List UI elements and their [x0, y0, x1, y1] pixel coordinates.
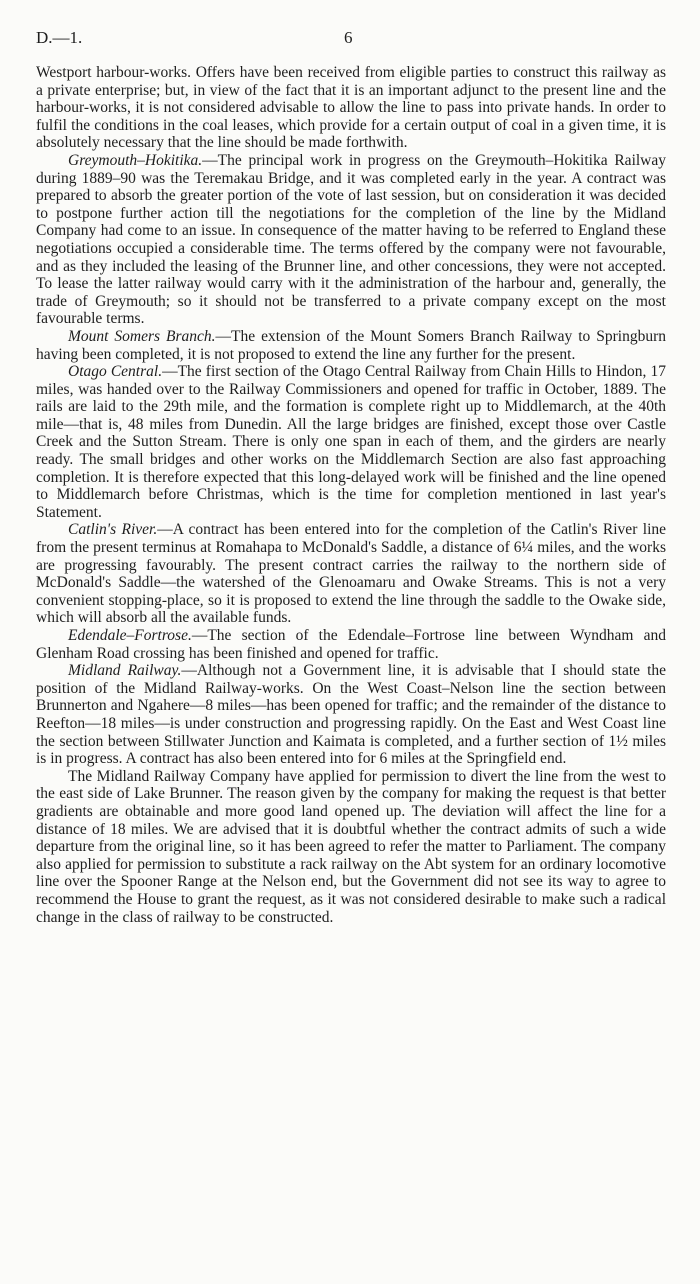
paragraph-catlins-river: Catlin's River.—A contract has been entered into for the completion of the Catlin's River line from the present terminus at Romahapa to McDonald's Saddle, a distance of 6¼ miles, and the works are progressing favourably. The present contract carries the railway to the northern side of McDonald's Saddle—the watershed of the Glenoamaru and Owake Streams. This is not a very convenient stopping-place, so it is proposed to extend the line through the saddle to the Owake side, which will absorb all the available funds. — [36, 521, 667, 627]
paragraph-mount-somers: Mount Somers Branch.—The extension of the Mount Somers Branch Railway to Springburn having been completed, it is not proposed to extend the line any further for the present. — [36, 327, 666, 363]
section-heading: Edendale–Fortrose. — [68, 627, 192, 644]
section-heading: Mount Somers Branch. — [68, 327, 216, 345]
paragraph-edendale-fortrose: Edendale–Fortrose.—The section of the Edendale–Fortrose line between Wyndham and Glenham Road crossing has been finished and opened for traffic. — [36, 627, 666, 662]
page-number: 6 — [344, 28, 353, 47]
paragraph-greymouth-hokitika: Greymouth–Hokitika.—The principal work in progress on the Greymouth–Hokitika Railway during 1889–90 was the Teremakau Bridge, and it was completed early in the year. A contract was prepared to absorb the greater portion of the vote of last session, but on consideration it was decided to postpone further action till the negotiations for the completion of the line by the Midland Company had come to an issue. In consequence of the matter having to be referred to England these negotiations occupied a considerable time. The terms offered by the company were not favourable, and as they included the leasing of the Brunner line, and other concessions, they were not accepted. To lease the latter railway would carry with it the administration of the harbour and, generally, the trade of Greymouth; so it should not be transferred to a private company except on the most favourable terms. — [36, 151, 666, 328]
section-heading: Catlin's River. — [68, 521, 158, 539]
page-header — [36, 28, 664, 52]
body-text — [36, 64, 666, 926]
paragraph-midland-railway: Midland Railway.—Although not a Government line, it is advisable that I should state the position of the Midland Railway-works. On the West Coast–Nelson line the section between Brunnerton and Ngahere—8 miles—has been opened for traffic; and the remainder of the distance to Reefton—18 miles—is under construction and progressing rapidly. On the East and West Coast line the section between Stillwater Junction and Kaimata is completed, and a further section of 1½ miles is in progress. A contract has also been entered into for 6 miles at the Springfield end. — [36, 662, 667, 768]
paragraph-continuation: Westport harbour-works. Offers have been received from eligible parties to construct this railway as a private enterprise; but, in view of the fact that it is an important adjunct to the present line and the harbour-works, it is not considered advisable to allow the line to pass into private hands. In order to fulfil the conditions in the coal leases, which provide for a certain output of coal in a given time, it is absolutely necessary that the line should be made forthwith. — [36, 64, 666, 152]
paragraph-lake-brunner-diversion: The Midland Railway Company have applied for permission to divert the line from the west to the east side of Lake Brunner. The reason given by the company for making the request is that better gradients are obtainable and more good land opened up. The deviation will affect the line for a distance of 18 miles. We are advised that it is doubtful whether the contract admits of such a wide departure from the original line, so it has been agreed to refer the matter to Parliament. The company also applied for permission to substitute a rack railway on the Abt system for an ordinary locomotive line over the Spooner Range at the Nelson end, but the Government did not see its way to agree to recommend the House to grant the request, as it was not considered desirable to make such a radical change in the class of railway to be constructed. — [36, 767, 666, 926]
section-heading: Otago Central. — [68, 363, 163, 381]
section-heading: Midland Railway. — [68, 662, 182, 680]
paragraph-otago-central: Otago Central.—The first section of the Otago Central Railway from Chain Hills to Hindon, 17 miles, was handed over to the Railway Commissioners and opened for traffic in October, 1889. The rails are laid to the 29th mile, and the formation is complete right up to Middlemarch, at the 40th mile—that is, 48 miles from Dunedin. All the large bridges are finished, except those over Castle Creek and the Sutton Stream. There is only one span in each of them, and the girders are nearly ready. The small bridges and other works on the Middlemarch Section are also fast approaching completion. It is therefore expected that this long-delayed work will be finished and the line opened to Middlemarch before Christmas, which is the time for completion mentioned in last year's Statement. — [36, 363, 666, 521]
section-heading: Greymouth–Hokitika. — [68, 151, 203, 169]
document-reference: D.—1. — [36, 28, 83, 47]
